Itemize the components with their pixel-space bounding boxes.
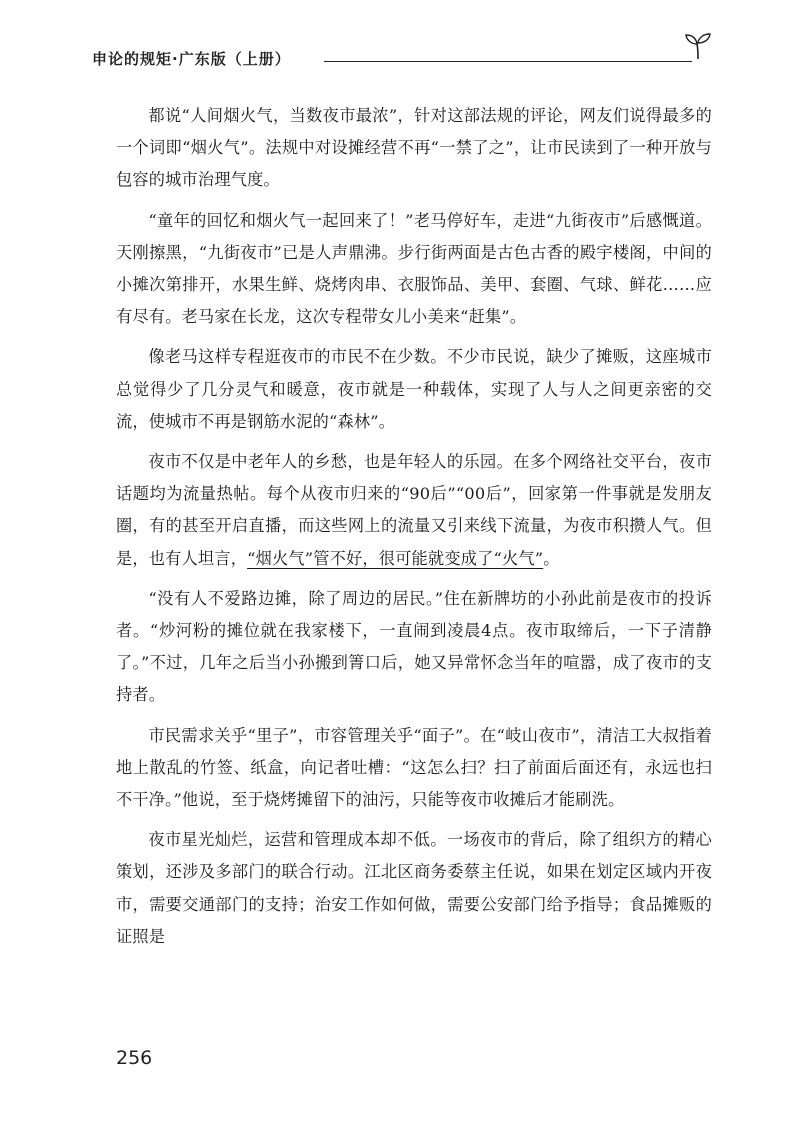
article-body <box>116 100 712 961</box>
paragraph: “没有人不爱路边摊，除了周边的居民。”住在新牌坊的小孙此前是夜市的投诉者。“炒河粉的摊位就在我家楼下，一直闹到凌晨4点。夜市取缔后，一下子清静了。”不过，几年之后当小孙搬到箐口后，她又异常怀念当年的喧嚣，成了夜市的支持者。 <box>116 588 712 705</box>
paragraph: 都说“人间烟火气，当数夜市最浓”，针对这部法规的评论，网友们说得最多的一个词即“烟火气”。法规中对设摊经营不再“一禁了之”，让市民读到了一种开放与包容的城市治理气度。 <box>116 106 712 190</box>
header-title: 申论的规矩·广东版（上册） <box>92 50 291 68</box>
paragraph-text: 。 <box>543 548 560 568</box>
paragraph-text: 夜市不仅是中老年人的乡愁，也是年轻人的乐园。在多个网络社交平台，夜市话题均为流量热帖。每个从夜市归来的“90后”“00后”，回家第一件事就是发朋友圈，有的甚至开启直播，而这些网上的流量又引来线下流量，为夜市积攒人气。但是，也有人坦言， <box>116 452 712 568</box>
page-number: 256 <box>116 1047 153 1069</box>
sprout-icon <box>684 30 712 60</box>
paragraph: 夜市星光灿烂，运营和管理成本却不低。一场夜市的背后，除了组织方的精心策划，还涉及多部门的联合行动。江北区商务委蔡主任说，如果在划定区域内开夜市，需要交通部门的支持；治安工作如何做，需要公安部门给予指导；食品摊贩的证照是 <box>116 830 712 946</box>
paragraph: “童年的回忆和烟火气一起回来了！”老马停好车，走进“九街夜市”后感慨道。天刚擦黑，“九街夜市”已是人声鼎沸。步行街两面是古色古香的殿宇楼阁，中间的小摊次第排开，水果生鲜、烧烤肉串、衣服饰品、美甲、套圈、气球、鲜花……应有尽有。老马家在长龙，这次专程带女儿小美来“赶集”。 <box>116 210 712 327</box>
page-header <box>92 44 712 74</box>
header-rule <box>324 61 692 62</box>
paragraph: 像老马这样专程逛夜市的市民不在少数。不少市民说，缺少了摊贩，这座城市总觉得少了几分灵气和暖意，夜市就是一种载体，实现了人与人之间更亲密的交流，使城市不再是钢筋水泥的“森林”。 <box>116 347 712 431</box>
paragraph: 市民需求关乎“里子”，市容管理关乎“面子”。在“岐山夜市”，清洁工大叔指着地上散乱的竹签、纸盒，向记者吐槽：“这怎么扫？扫了前面后面还有，永远也扫不干净。”他说，至于烧烤摊留下的油污，只能等夜市收摊后才能刷洗。 <box>116 725 712 810</box>
underlined-quote: “烟火气”管不好，很可能就变成了“火气” <box>247 548 544 568</box>
paragraph <box>116 446 712 575</box>
